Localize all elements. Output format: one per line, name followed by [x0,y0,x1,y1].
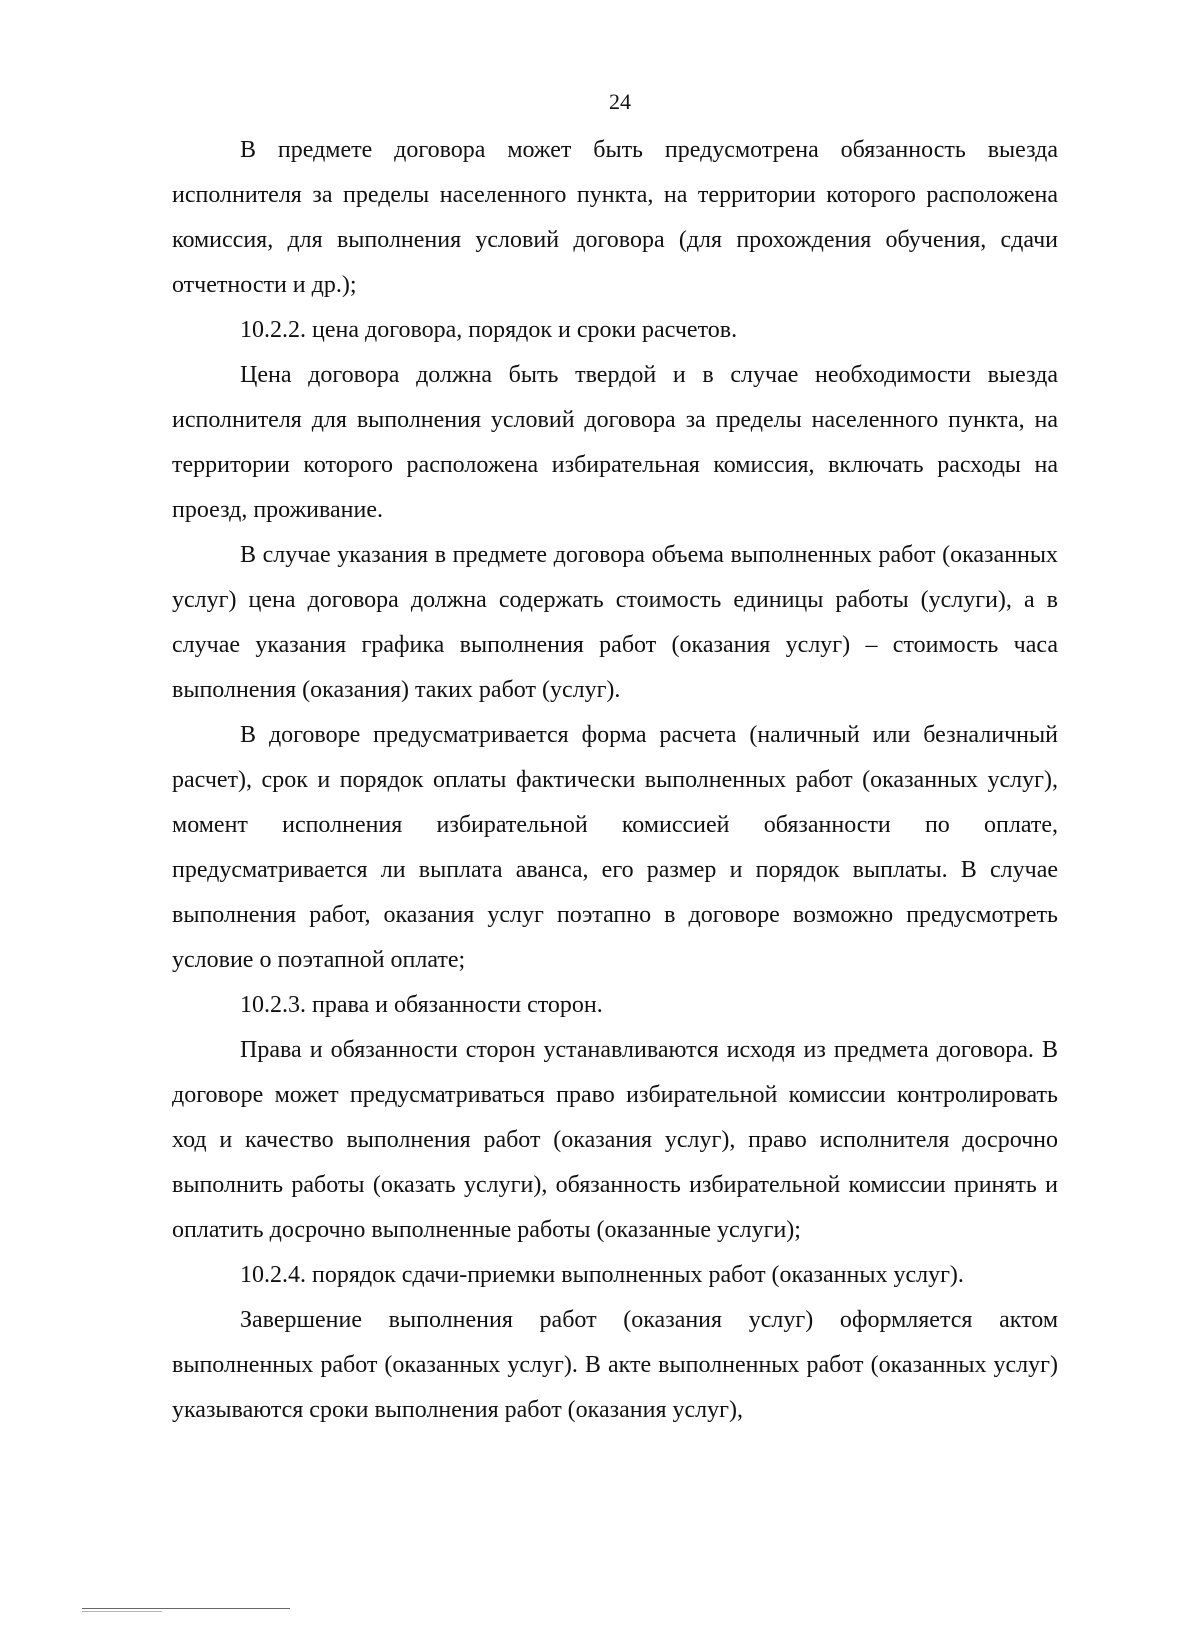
paragraph-acceptance-act: Завершение выполнения работ (оказания услуг) оформляется актом выполненных работ (оказанных услуг). В акте выполненных работ (оказанных услуг) указываются сроки выполнения работ (оказания услуг), [172,1307,1058,1423]
paragraph-rights-obligations: Права и обязанности сторон устанавливаются исходя из предмета договора. В договоре может предусматриваться право избирательной комиссии контролировать ход и качество выполнения работ (оказания услуг), право исполнителя досрочно выполнить работы (оказать услуги), обязанность избирательной комиссии принять и оплатить досрочно выполненные работы (оказанные услуги); [172,1037,1058,1243]
clause-10-2-4-heading: 10.2.4. порядок сдачи-приемки выполненных работ (оказанных услуг). [240,1262,964,1288]
paragraph-trip-obligation: В предмете договора может быть предусмотрена обязанность выезда исполнителя за пределы населенного пункта, на территории которого расположена комиссия, для выполнения условий договора (для прохождения обучения, сдачи отчетности и др.); [172,137,1058,298]
footnote-separator-line [82,1608,290,1609]
clause-10-2-2-heading: 10.2.2. цена договора, порядок и сроки расчетов. [240,317,738,343]
footnote-separator-shadow [82,1611,162,1612]
paragraph-fixed-price: Цена договора должна быть твердой и в случае необходимости выезда исполнителя для выполнения условий договора за пределы населенного пункта, на территории которого расположена избирательная комиссия, включать расходы на проезд, проживание. [172,362,1058,523]
page-number: 24 [609,89,631,114]
document-body [172,128,1058,1433]
paragraph-payment-form: В договоре предусматривается форма расчета (наличный или безналичный расчет), срок и порядок оплаты фактически выполненных работ (оказанных услуг), момент исполнения избирательной комиссией обязанности по оплате, предусматривается ли выплата аванса, его размер и порядок выплаты. В случае выполнения работ, оказания услуг поэтапно в договоре возможно предусмотреть условие о поэтапной оплате; [172,722,1058,973]
clause-10-2-3-heading: 10.2.3. права и обязанности сторон. [240,992,603,1018]
paragraph-unit-cost: В случае указания в предмете договора объема выполненных работ (оказанных услуг) цена договора должна содержать стоимость единицы работы (услуги), а в случае указания графика выполнения работ (оказания услуг) – стоимость часа выполнения (оказания) таких работ (услуг). [172,542,1058,703]
